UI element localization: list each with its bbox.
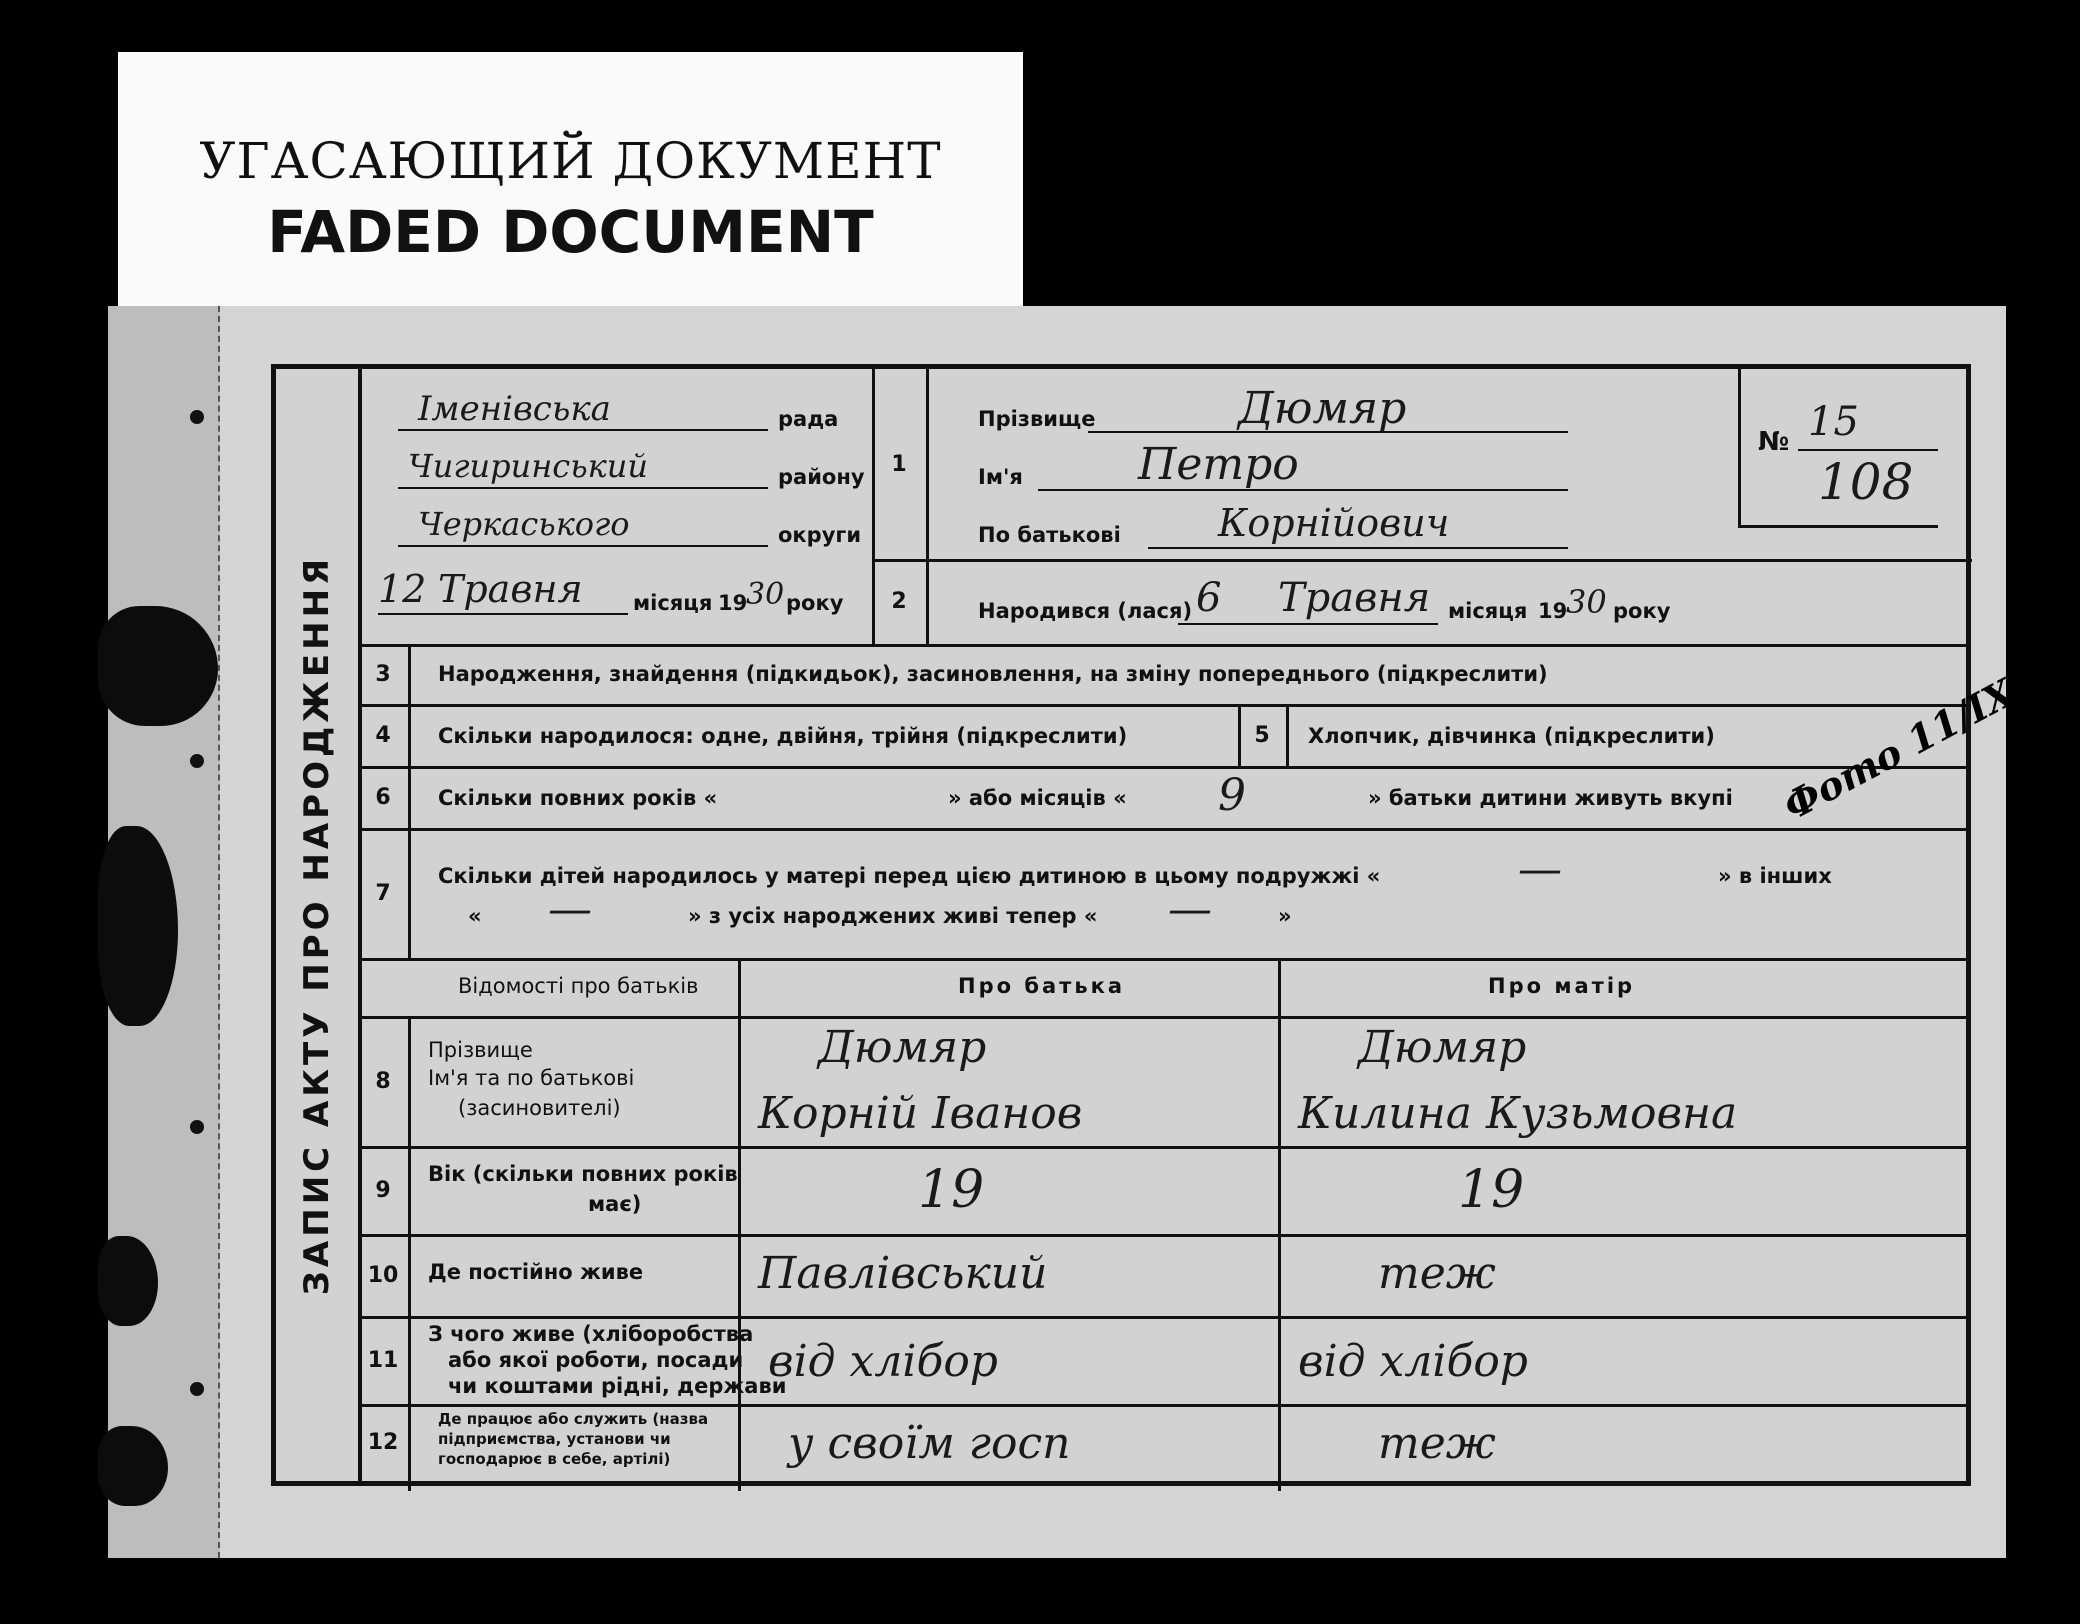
birth-record-form [271,364,2080,1486]
rada-line [398,429,768,431]
notice-russian-line: УГАСАЮЩИЙ ДОКУМЕНТ [199,132,942,190]
row-11-label1: З чого живе (хліборобства [428,1322,754,1346]
mother-name: Килина Кузьмовна [1298,1088,1738,1139]
rayon-label: району [778,465,865,489]
row-6-value: 9 [1218,770,1246,821]
rada-label: рада [778,407,839,431]
row-8-label-name: Ім'я та по батькові [428,1066,635,1090]
card-stub [108,306,220,1558]
born-year-prefix: 19 [1538,599,1568,623]
field-number-1: 1 [891,451,907,477]
row-5-text: Хлопчик, дівчинка (підкреслити) [1308,724,1715,748]
born-year-label: року [1613,599,1671,623]
okruha-value: Черкаського [418,505,630,543]
row-7-line2a: « [468,904,482,928]
father-surname: Дюмяр [818,1022,987,1073]
row-3 [358,644,1966,707]
row-6-tail: » батьки дитини живуть вкупі [1368,786,1733,810]
father-residence: Павлівський [758,1248,1048,1299]
row-8-label-surname: Прізвище [428,1038,533,1062]
row-7-line1b: » в інших [1718,864,1832,888]
vertical-title-column [276,369,362,1481]
name-value: Петро [1138,439,1299,490]
row-6-years: Скільки повних років « [438,786,718,810]
mother-age: 19 [1458,1160,1525,1220]
mother-workplace: теж [1378,1418,1496,1469]
record-date-month-label: місяця [633,591,713,615]
field-number-9: 9 [375,1177,391,1203]
rayon-value: Чигиринський [408,447,648,485]
row-7-dash1: — [1518,844,1562,895]
patronymic-label: По батькові [978,523,1121,547]
row-10 [358,1234,1966,1319]
field-number-7: 7 [375,880,391,906]
field-number-5: 5 [1254,722,1270,748]
margin-note: Фото 11/ІХ 61 [1776,638,2080,829]
parents-header-mother: Про матір [1488,974,1636,998]
father-name: Корній Іванов [758,1088,1083,1139]
row-6-months: » або місяців « [948,786,1127,810]
row-12-label3: господарює в себе, артілі) [438,1450,671,1468]
mother-residence: теж [1378,1248,1496,1299]
field-number-4: 4 [375,722,391,748]
row-11 [358,1316,1966,1407]
record-date-line [378,613,628,615]
punch-hole [190,1382,204,1396]
row-4-text: Скільки народилося: одне, двійня, трійня (підкреслити) [438,724,1128,748]
surname-label: Прізвище [978,407,1096,431]
row-4 [358,704,1966,769]
born-label: Народився (лася) [978,599,1193,623]
father-workplace: у своїм госп [788,1418,1071,1469]
punch-hole [190,1120,204,1134]
row-11-label2: або якої роботи, посади [448,1348,744,1372]
punch-hole [190,410,204,424]
row-7-line2c: » [1278,904,1292,928]
torn-edge [98,606,218,726]
name-label: Ім'я [978,465,1023,489]
mother-surname: Дюмяр [1358,1022,1527,1073]
rada-value: Іменівська [418,389,611,429]
record-number-label: № [1758,427,1790,457]
record-date-year: 30 [746,577,785,612]
born-month: Травня [1278,575,1431,621]
row-8 [358,1016,1966,1149]
row-3-text: Народження, знайдення (підкидьок), засиновлення, на зміну попереднього (підкреслити) [438,662,1548,686]
row-9-label2: має) [588,1192,642,1216]
record-date-month: Травня [438,567,583,611]
surname-value: Дюмяр [1238,383,1407,434]
field-number-3: 3 [375,661,391,687]
field-number-10: 10 [367,1262,399,1288]
row-6 [358,766,1966,831]
row-7-line1: Скільки дітей народилось у матері перед цією дитиною в цьому подружжі « [438,864,1381,888]
born-year: 30 [1566,583,1607,621]
row-12 [358,1404,1966,1481]
row-10-label: Де постійно живе [428,1260,644,1284]
birth-record-card [108,306,2080,1558]
parents-header-father: Про батька [958,974,1126,998]
vertical-title: ЗАПИС АКТУ ПРО НАРОДЖЕННЯ [297,554,337,1296]
born-month-label: місяця [1448,599,1528,623]
record-date-year-label: року [786,591,844,615]
field-number-11: 11 [367,1347,399,1373]
rayon-line [398,487,768,489]
father-age: 19 [918,1160,985,1220]
parents-header-info: Відомості про батьків [458,974,699,998]
record-number-value: 15 [1808,399,1859,445]
row-9-label1: Вік (скільки повних років [428,1162,738,1186]
row-12-label2: підприємства, установи чи [438,1430,671,1448]
row-12-label1: Де працює або служить (назва [438,1410,709,1428]
row-7-dash2: — [548,884,592,935]
field-number-8: 8 [375,1068,391,1094]
patronymic-value: Корнійович [1218,501,1450,545]
field-number-2: 2 [891,589,907,614]
mother-livelihood: від хлібор [1298,1336,1528,1387]
field-number-6: 6 [375,784,391,810]
field-number-12: 12 [367,1430,399,1455]
row-11-label3: чи коштами рідні, держави [448,1374,787,1398]
born-day: 6 [1196,575,1222,621]
row-7 [358,828,1966,961]
faded-document-notice [118,52,1023,308]
parents-header-row [358,958,1966,1019]
father-livelihood: від хлібор [768,1336,998,1387]
row-8-label-adopters: (засиновителі) [458,1096,621,1120]
row-7-line2b: » з усіх народжених живі тепер « [688,904,1098,928]
torn-edge [98,1426,168,1506]
record-date-year-prefix: 19 [718,591,748,615]
torn-edge [98,826,178,1026]
okruha-line [398,545,768,547]
header-block [358,369,1966,647]
row-7-dash3: — [1168,884,1212,935]
torn-edge [98,1236,158,1326]
okruha-label: округи [778,523,862,547]
punch-hole [190,754,204,768]
row-9 [358,1146,1966,1237]
record-number-secondary: 108 [1818,453,1914,511]
record-date-day: 12 [378,567,427,611]
notice-english-line: FADED DOCUMENT [267,198,874,266]
